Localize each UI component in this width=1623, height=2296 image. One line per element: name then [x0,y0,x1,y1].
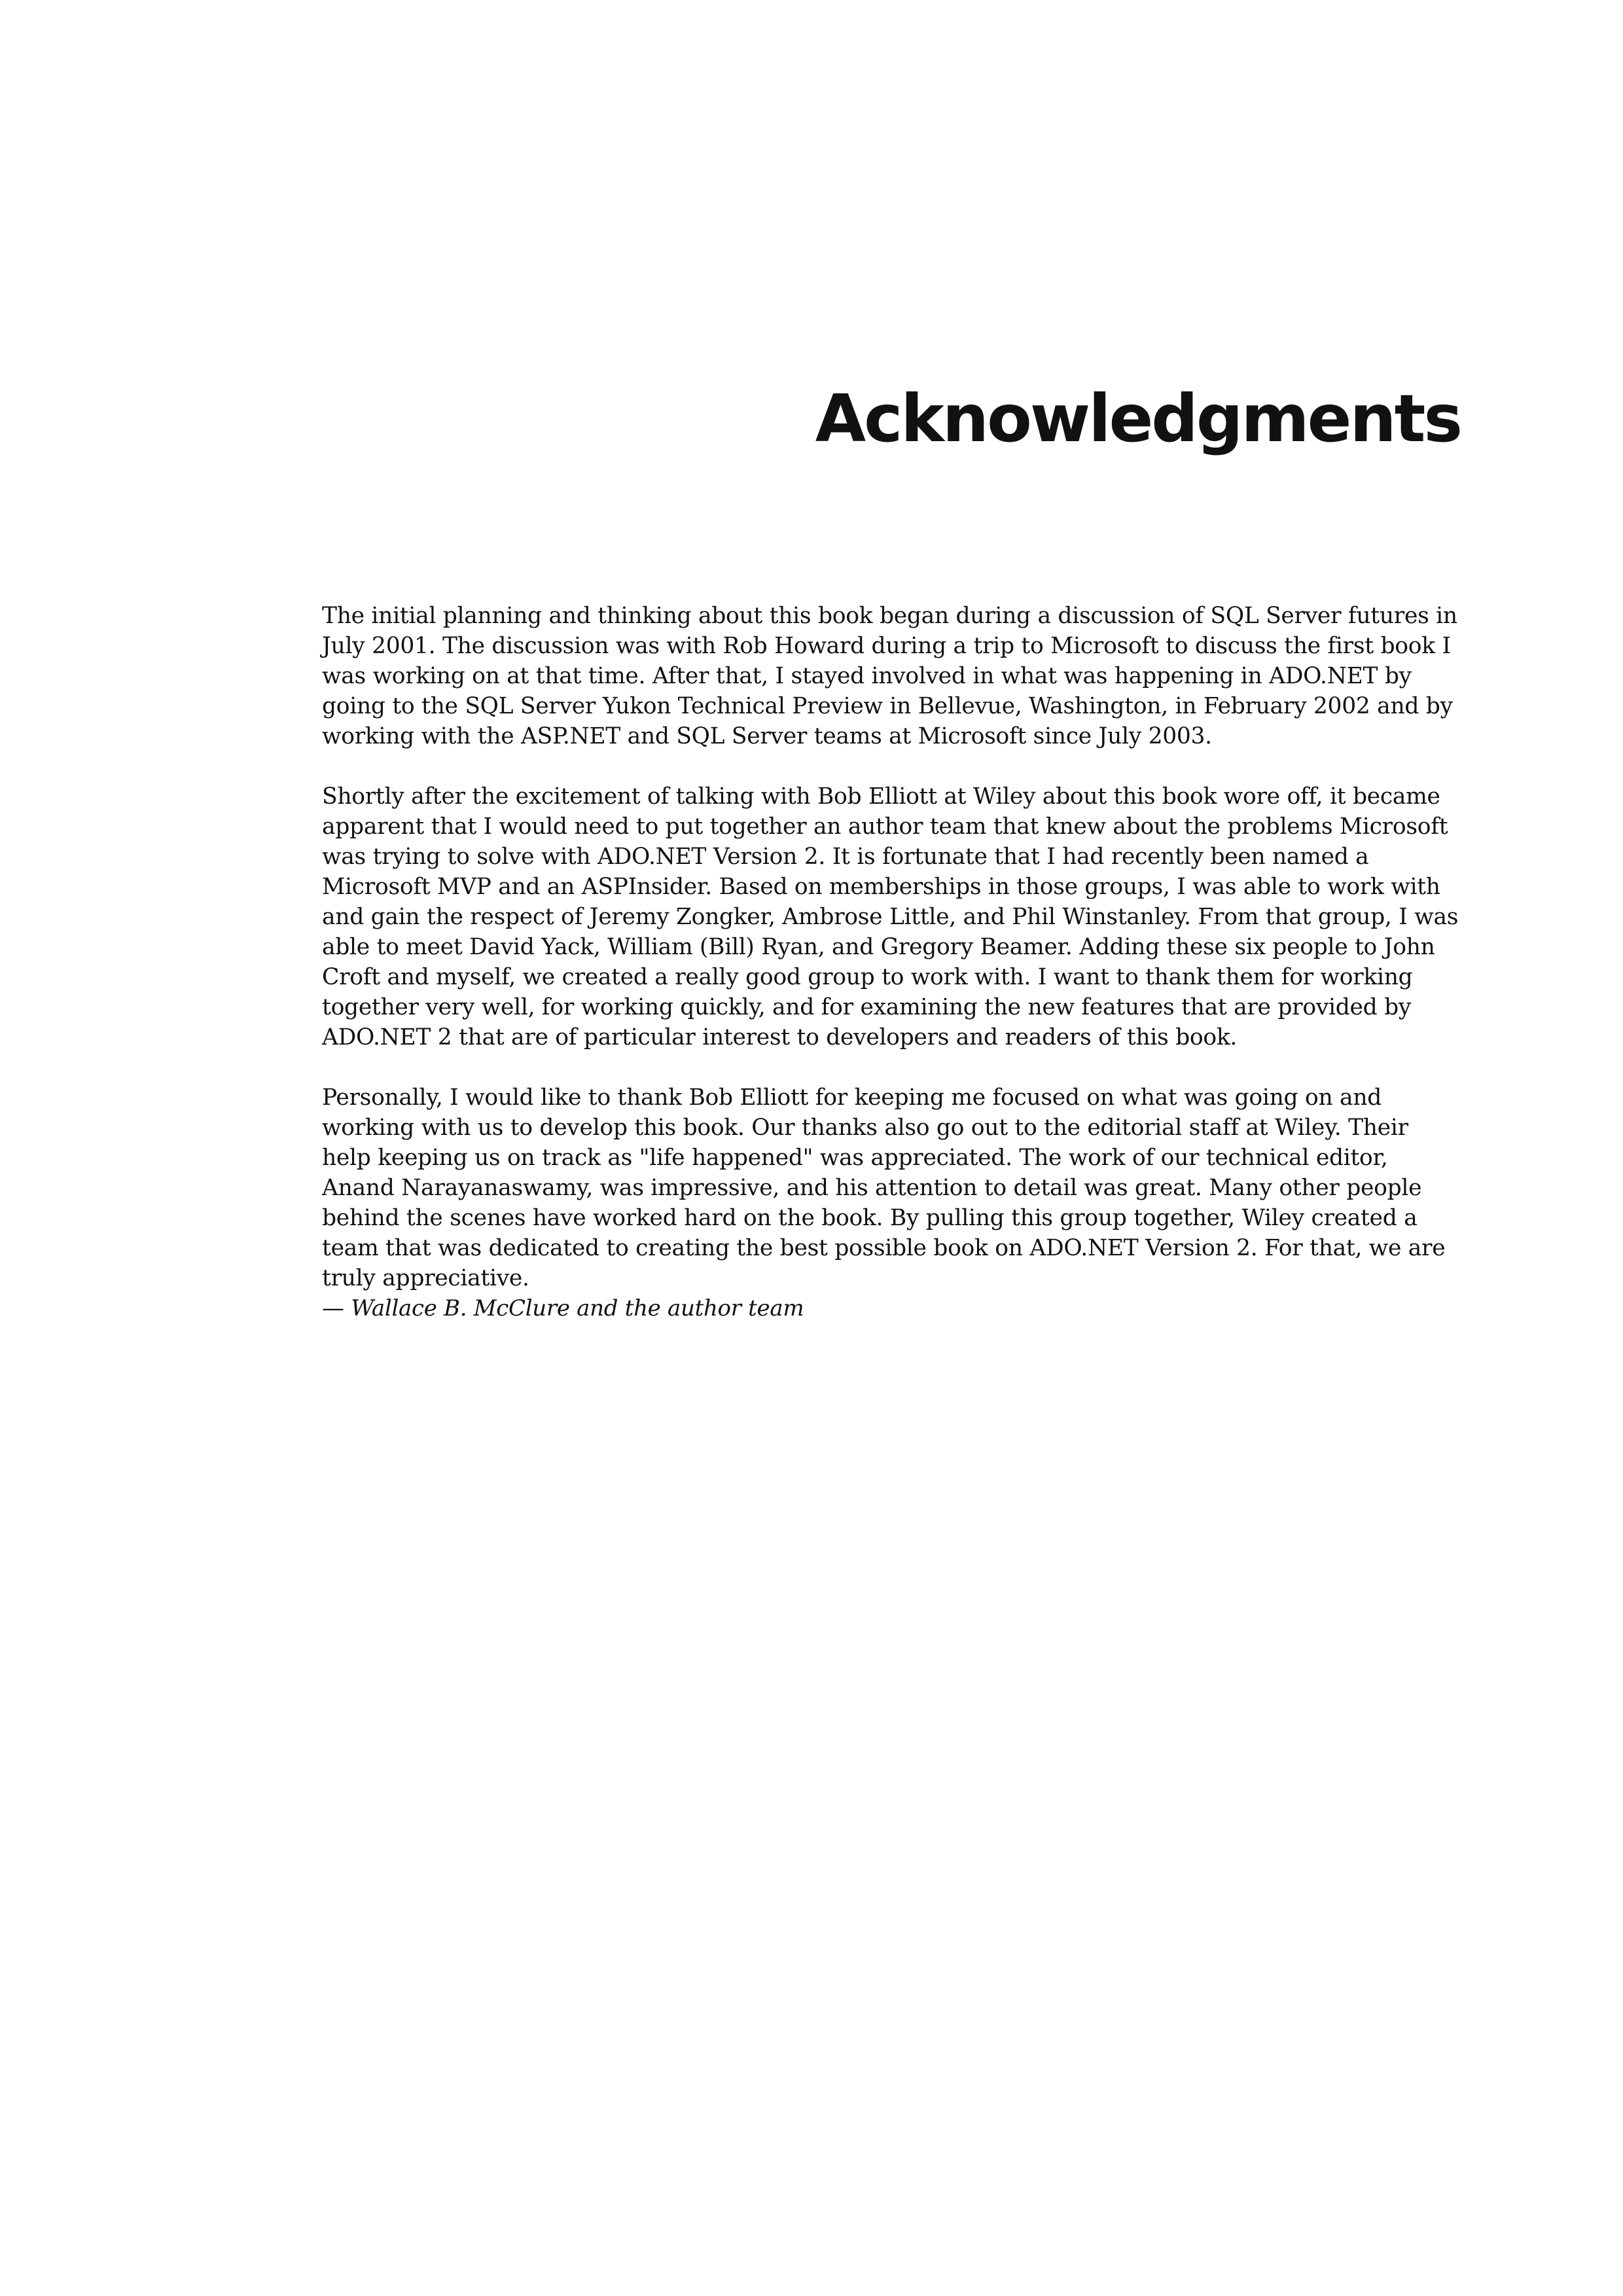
paragraph-2: Shortly after the excitement of talking with Bob Elliott at Wiley about this book wore off, it became apparent that I would need to put together an author team that knew about the problems Microsoft was trying to solve with ADO.NET Version 2. It is fortunate that I had recently been named a Microsoft MVP and an ASPInsider. Based on memberships in those groups, I was able to work with and gain the respect of Jeremy Zongker, Ambrose Little, and Phil Winstanley. From that group, I was able to meet David Yack, William (Bill) Ryan, and Gregory Beamer. Adding these six people to John Croft and myself, we created a really good group to work with. I want to thank them for working together very well, for working quickly, and for examining the new features that are provided by ADO.NET 2 that are of particular interest to developers and readers of this book. [322,783,1459,1050]
paragraph-1: The initial planning and thinking about this book began during a discussion of SQL Server futures in July 2001. The discussion was with Rob Howard during a trip to Microsoft to discuss the first book I was working on at that time. After that, I stayed involved in what was happening in ADO.NET by going to the SQL Server Yukon Technical Preview in Bellevue, Washington, in February 2002 and by working with the ASP.NET and SQL Server teams at Microsoft since July 2003. [322,603,1457,749]
paragraph-3: Personally, I would like to thank Bob Elliott for keeping me focused on what was going on and working with us to develop this book. Our thanks also go out to the editorial staff at Wiley. Their help keeping us on track as "life happened" was appreciated. The work of our technical editor, Anand Narayanaswamy, was impressive, and his attention to detail was great. Many other people behind the scenes have worked hard on the book. By pulling this group together, Wiley created a team that was dedicated to creating the best possible book on ADO.NET Version 2. For that, we are truly appreciative. [322,1085,1446,1291]
signature: — Wallace B. McClure and the author team [322,1295,804,1321]
chapter-title: Acknowledgments [815,380,1461,457]
acknowledgments-body [322,601,1462,1354]
